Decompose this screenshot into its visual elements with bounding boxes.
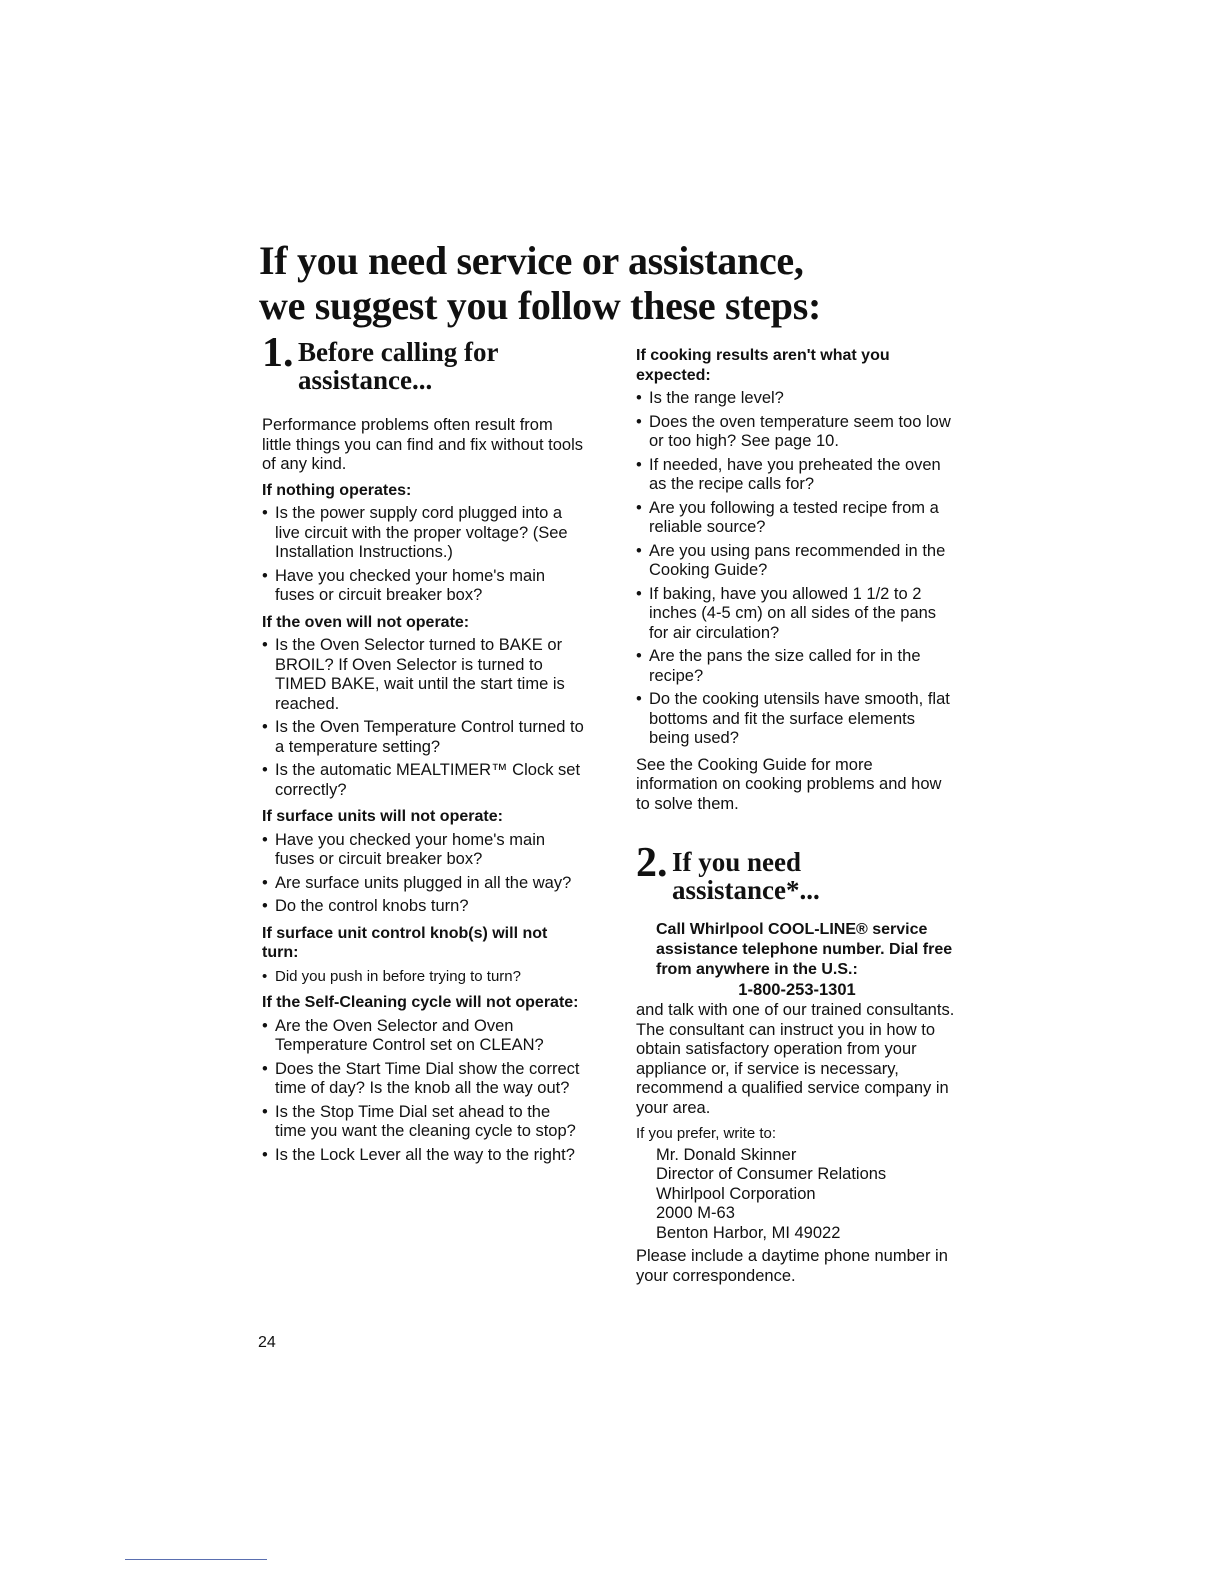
page-title [259,238,1059,328]
list-item: • Is the Stop Time Dial set ahead to the time you want the cleaning cycle to stop? [262,1103,584,1142]
group-title-cooking-results: If cooking results aren't what you expected: [636,347,890,384]
list-item: • Is the Oven Selector turned to BAKE or BROIL? If Oven Selector is turned to TIMED BAKE, wait until the start time is reached. [262,636,584,714]
list-item: • Are the Oven Selector and Oven Temperature Control set on CLEAN? [262,1017,584,1056]
list-cooking-results [636,389,958,749]
section-1-number: 1. [262,330,294,376]
section-1-intro: Performance problems often result from little things you can find and fix without tools of any kind. [262,416,584,473]
mailing-address [636,1146,958,1244]
title-line-2: we suggest you follow these steps: [259,283,821,328]
list-item: • Have you checked your home's main fuses or circuit breaker box? [262,831,584,870]
section-2-heading [636,840,958,905]
cooking-guide-note: See the Cooking Guide for more information on cooking problems and how to solve them. [636,755,942,813]
section-1-heading-line-1: Before calling for [298,337,499,367]
left-column [262,330,584,1172]
section-2-heading-line-2: assistance*... [672,875,820,905]
title-line-1: If you need service or assistance, [259,238,804,283]
list-item: • Does the oven temperature seem too low or too high? See page 10. [636,413,958,452]
list-item: • Is the Lock Lever all the way to the right? [262,1146,584,1166]
section-1-heading [262,330,584,395]
list-item: • Are the pans the size called for in the recipe? [636,647,958,686]
list-item: • Is the automatic MEALTIMER™ Clock set correctly? [262,761,584,800]
section-2-number: 2. [636,840,668,886]
address-line: Mr. Donald Skinner [656,1145,797,1164]
page-number: 24 [258,1334,276,1351]
address-line: Whirlpool Corporation [656,1184,816,1203]
list-item: • Are you following a tested recipe from a reliable source? [636,499,958,538]
list-item: • Are surface units plugged in all the way? [262,874,584,894]
list-item: • If baking, have you allowed 1 1/2 to 2 inches (4-5 cm) on all sides of the pans for air circulation? [636,585,958,644]
group-title-nothing-operates: If nothing operates: [262,481,412,499]
group-title-self-cleaning: If the Self-Cleaning cycle will not operate: [262,994,579,1011]
right-column [636,346,958,1292]
address-line: Director of Consumer Relations [656,1165,887,1183]
section-1-heading-line-2: assistance... [298,365,433,395]
list-self-cleaning [262,1017,584,1166]
list-item: • Does the Start Time Dial show the correct time of day? Is the knob all the way out? [262,1060,584,1099]
list-item: • Is the power supply cord plugged into a live circuit with the proper voltage? (See Installation Instructions.) [262,504,584,563]
group-title-knobs: If surface unit control knob(s) will not turn: [262,924,548,961]
group-title-surface-units: If surface units will not operate: [262,808,503,825]
list-item: • Did you push in before trying to turn? [262,967,584,987]
list-item: • Do the cooking utensils have smooth, flat bottoms and fit the surface elements being used? [636,690,958,749]
list-item: • If needed, have you preheated the oven as the recipe calls for? [636,456,958,495]
write-to-label: If you prefer, write to: [636,1125,777,1142]
footer-rule [125,1559,267,1560]
closing-note: Please include a daytime phone number in your correspondence. [636,1247,948,1285]
phone-number: 1-800-253-1301 [738,981,856,999]
list-item: • Is the Oven Temperature Control turned to a temperature setting? [262,718,584,757]
address-line: 2000 M-63 [656,1204,735,1222]
list-oven-not-operate [262,636,584,800]
list-nothing-operates [262,504,584,606]
call-instructions: Call Whirlpool COOL-LINE® service assistance telephone number. Dial free from anywhere in the U.S.: [656,921,953,978]
group-title-oven-not-operate: If the oven will not operate: [262,613,470,631]
list-surface-units [262,831,584,917]
address-line: Benton Harbor, MI 49022 [656,1223,841,1242]
list-knobs [262,967,584,987]
list-item: • Is the range level? [636,389,958,409]
list-item: • Do the control knobs turn? [262,897,584,917]
section-2-heading-line-1: If you need [672,847,802,877]
list-item: • Are you using pans recommended in the Cooking Guide? [636,542,958,581]
list-item: • Have you checked your home's main fuses or circuit breaker box? [262,567,584,606]
consultant-text: and talk with one of our trained consultants. The consultant can instruct you in how to obtain satisfactory operation from your appliance or, if service is necessary, recommend a qualified service company in your area. [636,1001,955,1117]
